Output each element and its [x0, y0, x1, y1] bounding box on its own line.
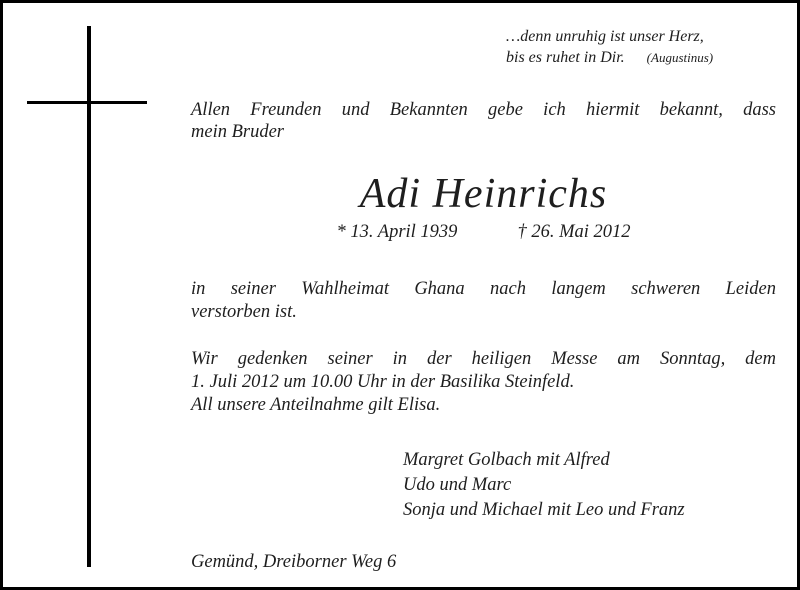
intro-text [191, 99, 776, 143]
motto-line-1: …denn unruhig ist unser Herz, [506, 28, 704, 45]
motto-line-2-text: bis es ruhet in Dir. [506, 49, 625, 66]
life-dates [191, 222, 776, 243]
mourner-entry: Sonja und Michael mit Leo und Franz [403, 500, 685, 520]
deceased-name: Adi Heinrichs [359, 171, 608, 217]
cross-symbol-vertical-bar [87, 26, 91, 567]
paragraph2-line-3: All unsere Anteilnahme gilt Elisa. [191, 395, 441, 415]
cross-symbol-horizontal-bar [27, 101, 147, 104]
address: Gemünd, Dreiborner Weg 6 [191, 552, 397, 572]
motto-quote [506, 26, 713, 68]
mourners-list [403, 448, 685, 523]
mourner-entry: Udo und Marc [403, 475, 512, 495]
intro-line-1: Allen Freunden und Bekannten gebe ich hiermit bekannt, dass [191, 100, 776, 120]
paragraph2-line-1: Wir gedenken seiner in der heiligen Messe am Sonntag, dem [191, 349, 776, 369]
paragraph1-line-1: in seiner Wahlheimat Ghana nach langem schweren Leiden [191, 279, 776, 299]
birth-date: * 13. April 1939 [336, 222, 458, 242]
memorial-mass-paragraph [191, 348, 776, 417]
mourner-entry: Margret Golbach mit Alfred [403, 450, 610, 470]
paragraph1-line-2: verstorben ist. [191, 302, 297, 322]
death-announcement-paragraph [191, 278, 776, 324]
motto-line-2 [506, 47, 713, 68]
motto-attribution: (Augustinus) [646, 50, 714, 65]
paragraph2-line-2: 1. Juli 2012 um 10.00 Uhr in der Basilika Steinfeld. [191, 372, 575, 392]
intro-line-2: mein Bruder [191, 122, 284, 142]
death-date: † 26. Mai 2012 [517, 222, 631, 242]
